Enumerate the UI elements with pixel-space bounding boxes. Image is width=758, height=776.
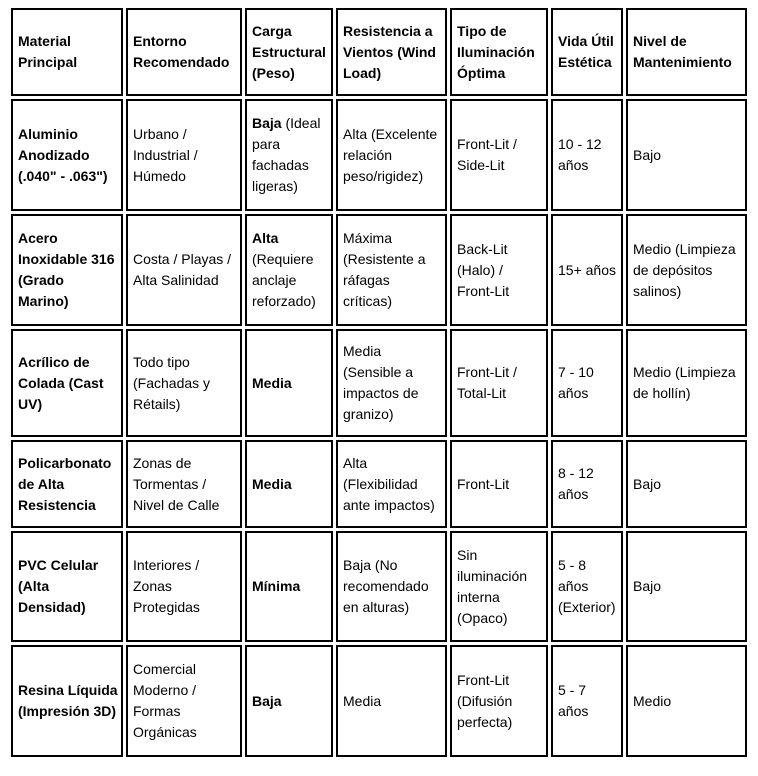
- cell-vida: 8 - 12 años: [551, 440, 623, 528]
- table-row-resina: [11, 645, 747, 757]
- cell-material: Acrílico de Colada (Cast UV): [11, 329, 123, 437]
- cell-mantenimiento: Bajo: [626, 440, 747, 528]
- table-row-pvc: [11, 531, 747, 642]
- cell-vida: 7 - 10 años: [551, 329, 623, 437]
- cell-material: PVC Celular (Alta Densidad): [11, 531, 123, 642]
- column-header-vida: Vida Útil Estética: [551, 8, 623, 96]
- table-row-aluminio: [11, 99, 747, 211]
- cell-carga: [245, 645, 333, 757]
- cell-iluminacion: Front-Lit / Side-Lit: [450, 99, 548, 211]
- cell-vida: 5 - 8 años (Exterior): [551, 531, 623, 642]
- carga-level: Media: [252, 374, 292, 391]
- cell-entorno: Comercial Moderno / Formas Orgánicas: [126, 645, 242, 757]
- cell-iluminacion: Front-Lit (Difusión perfecta): [450, 645, 548, 757]
- cell-resistencia: Baja (No recomendado en alturas): [336, 531, 447, 642]
- cell-mantenimiento: Bajo: [626, 99, 747, 211]
- carga-note: (Ideal para fachadas ligeras): [252, 115, 321, 194]
- cell-iluminacion: Sin iluminación interna (Opaco): [450, 531, 548, 642]
- table-row-acero: [11, 214, 747, 326]
- cell-material: Acero Inoxidable 316 (Grado Marino): [11, 214, 123, 326]
- cell-resistencia: Alta (Flexibilidad ante impactos): [336, 440, 447, 528]
- column-header-iluminacion: Tipo de Iluminación Óptima: [450, 8, 548, 96]
- table-row-policarbonato: [11, 440, 747, 528]
- column-header-mantenimiento: Nivel de Mantenimiento: [626, 8, 747, 96]
- column-header-carga: Carga Estructural (Peso): [245, 8, 333, 96]
- column-header-entorno: Entorno Recomendado: [126, 8, 242, 96]
- cell-carga: [245, 214, 333, 326]
- cell-vida: 5 - 7 años: [551, 645, 623, 757]
- cell-mantenimiento: Medio (Limpieza de depósitos salinos): [626, 214, 747, 326]
- cell-vida: 15+ años: [551, 214, 623, 326]
- column-header-material: Material Principal: [11, 8, 123, 96]
- cell-entorno: Costa / Playas / Alta Salinidad: [126, 214, 242, 326]
- carga-note: (Requiere anclaje reforzado): [252, 251, 316, 309]
- cell-material: Aluminio Anodizado (.040" - .063"): [11, 99, 123, 211]
- cell-entorno: Zonas de Tormentas / Nivel de Calle: [126, 440, 242, 528]
- header-row: [11, 8, 747, 96]
- cell-entorno: Interiores / Zonas Protegidas: [126, 531, 242, 642]
- cell-iluminacion: Front-Lit / Total-Lit: [450, 329, 548, 437]
- column-header-resistencia: Resistencia a Vientos (Wind Load): [336, 8, 447, 96]
- cell-mantenimiento: Bajo: [626, 531, 747, 642]
- cell-carga: [245, 531, 333, 642]
- cell-iluminacion: Back-Lit (Halo) / Front-Lit: [450, 214, 548, 326]
- cell-material: Resina Líquida (Impresión 3D): [11, 645, 123, 757]
- cell-entorno: Urbano / Industrial / Húmedo: [126, 99, 242, 211]
- cell-resistencia: Alta (Excelente relación peso/rigidez): [336, 99, 447, 211]
- cell-resistencia: Media (Sensible a impactos de granizo): [336, 329, 447, 437]
- cell-carga: [245, 329, 333, 437]
- cell-resistencia: Máxima (Resistente a ráfagas críticas): [336, 214, 447, 326]
- carga-level: Baja: [252, 692, 282, 709]
- cell-iluminacion: Front-Lit: [450, 440, 548, 528]
- carga-level: Baja: [252, 115, 282, 131]
- carga-level: Media: [252, 475, 292, 492]
- cell-resistencia: Media: [336, 645, 447, 757]
- cell-entorno: Todo tipo (Fachadas y Rétails): [126, 329, 242, 437]
- cell-mantenimiento: Medio (Limpieza de hollín): [626, 329, 747, 437]
- carga-level: Alta: [252, 230, 279, 246]
- cell-carga: [245, 440, 333, 528]
- cell-carga: [245, 99, 333, 211]
- materials-comparison-table: [8, 5, 750, 760]
- cell-vida: 10 - 12 años: [551, 99, 623, 211]
- carga-level: Mínima: [252, 578, 301, 594]
- cell-material: Policarbonato de Alta Resistencia: [11, 440, 123, 528]
- table-row-acrilico: [11, 329, 747, 437]
- cell-mantenimiento: Medio: [626, 645, 747, 757]
